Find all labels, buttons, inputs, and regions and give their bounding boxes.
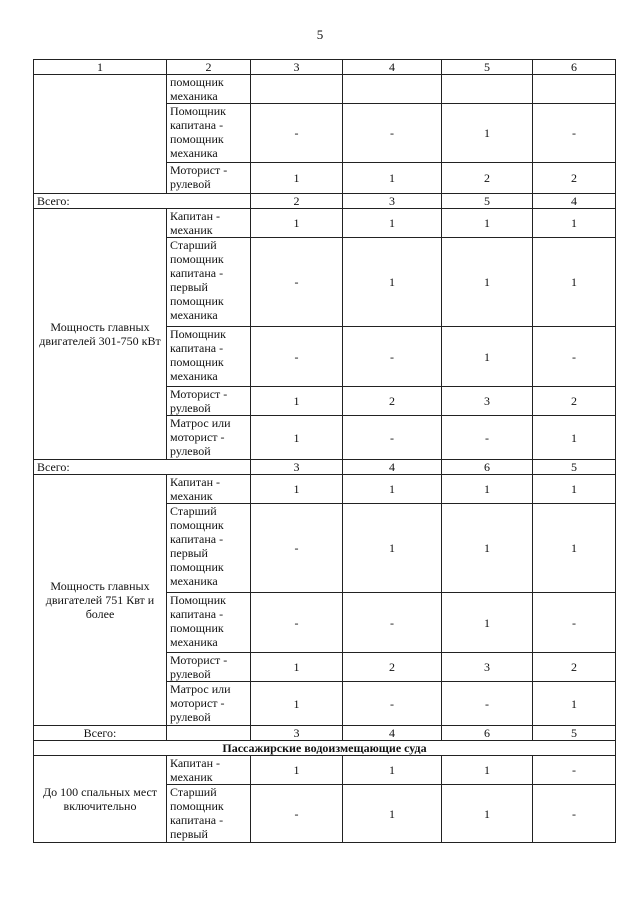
col-header-4: 4 xyxy=(343,60,442,75)
value-cell: 1 xyxy=(251,653,343,682)
value-cell: - xyxy=(442,682,533,726)
value-cell: - xyxy=(251,593,343,653)
value-cell xyxy=(251,75,343,104)
value-cell: 1 xyxy=(533,682,616,726)
table-row xyxy=(34,475,616,504)
value-cell: - xyxy=(251,504,343,593)
position-cell: Помощник капитана - помощник механика xyxy=(167,593,251,653)
value-cell: - xyxy=(533,756,616,785)
section-title: Пассажирские водоизмещающие суда xyxy=(34,741,616,756)
total-value: 4 xyxy=(533,194,616,209)
value-cell: 1 xyxy=(442,593,533,653)
total-value: 4 xyxy=(343,460,442,475)
total-label: Всего: xyxy=(34,194,251,209)
column-number-row xyxy=(34,60,616,75)
total-value: 4 xyxy=(343,726,442,741)
value-cell: 2 xyxy=(533,387,616,416)
value-cell: - xyxy=(533,593,616,653)
total-value: 6 xyxy=(442,726,533,741)
value-cell: 1 xyxy=(251,682,343,726)
position-cell: помощник механика xyxy=(167,75,251,104)
value-cell: 1 xyxy=(343,163,442,194)
position-cell: Моторист - рулевой xyxy=(167,163,251,194)
position-cell: Капитан - механик xyxy=(167,475,251,504)
total-value: 5 xyxy=(442,194,533,209)
section-row xyxy=(34,741,616,756)
position-cell: Помощник капитана - помощник механика xyxy=(167,327,251,387)
value-cell: 1 xyxy=(343,475,442,504)
berth-group: До 100 спальных мест включительно xyxy=(34,756,167,843)
value-cell: 2 xyxy=(343,387,442,416)
total-row xyxy=(34,460,616,475)
col-header-6: 6 xyxy=(533,60,616,75)
total-row xyxy=(34,194,616,209)
value-cell: 2 xyxy=(343,653,442,682)
value-cell: 2 xyxy=(533,163,616,194)
col-header-5: 5 xyxy=(442,60,533,75)
value-cell: - xyxy=(251,785,343,843)
value-cell: 1 xyxy=(251,163,343,194)
value-cell: 1 xyxy=(533,475,616,504)
table-row xyxy=(34,756,616,785)
position-cell: Капитан - механик xyxy=(167,209,251,238)
col-header-3: 3 xyxy=(251,60,343,75)
group-cell-empty xyxy=(34,75,167,194)
value-cell: 1 xyxy=(442,209,533,238)
value-cell: 1 xyxy=(442,327,533,387)
position-cell: Капитан - механик xyxy=(167,756,251,785)
value-cell: - xyxy=(343,416,442,460)
value-cell xyxy=(533,75,616,104)
value-cell: 1 xyxy=(251,475,343,504)
value-cell: 1 xyxy=(442,104,533,163)
position-cell: Матрос или моторист - рулевой xyxy=(167,416,251,460)
value-cell: 2 xyxy=(533,653,616,682)
value-cell xyxy=(343,75,442,104)
value-cell: - xyxy=(442,416,533,460)
value-cell: 1 xyxy=(343,785,442,843)
value-cell: 1 xyxy=(442,504,533,593)
value-cell: 1 xyxy=(442,756,533,785)
table-row xyxy=(34,75,616,104)
value-cell: 2 xyxy=(442,163,533,194)
value-cell: - xyxy=(533,785,616,843)
total-value: 2 xyxy=(251,194,343,209)
col-header-1: 1 xyxy=(34,60,167,75)
value-cell: - xyxy=(251,104,343,163)
value-cell: 1 xyxy=(442,785,533,843)
total-value: 3 xyxy=(251,726,343,741)
total-value: 5 xyxy=(533,460,616,475)
position-cell: Старший помощник капитана - первый xyxy=(167,785,251,843)
value-cell xyxy=(442,75,533,104)
table-row xyxy=(34,209,616,238)
crew-table xyxy=(33,59,616,843)
value-cell: 1 xyxy=(251,387,343,416)
value-cell: - xyxy=(343,327,442,387)
page-number: 5 xyxy=(316,27,324,42)
position-cell: Старший помощник капитана - первый помощник механика xyxy=(167,504,251,593)
value-cell: 1 xyxy=(251,209,343,238)
value-cell: 1 xyxy=(442,238,533,327)
empty-cell xyxy=(167,726,251,741)
total-label: Всего: xyxy=(34,726,167,741)
total-row xyxy=(34,726,616,741)
position-cell: Матрос или моторист - рулевой xyxy=(167,682,251,726)
position-cell: Старший помощник капитана - первый помощник механика xyxy=(167,238,251,327)
position-cell: Моторист - рулевой xyxy=(167,387,251,416)
position-cell: Моторист - рулевой xyxy=(167,653,251,682)
value-cell: - xyxy=(533,327,616,387)
value-cell: 1 xyxy=(533,238,616,327)
value-cell: 3 xyxy=(442,387,533,416)
engine-power-group: Мощность главных двигателей 301-750 кВт xyxy=(34,209,167,460)
value-cell: 1 xyxy=(533,416,616,460)
value-cell: 1 xyxy=(442,475,533,504)
value-cell: - xyxy=(533,104,616,163)
total-value: 3 xyxy=(251,460,343,475)
value-cell: - xyxy=(343,104,442,163)
engine-power-group: Мощность главных двигателей 751 Квт и более xyxy=(34,475,167,726)
position-cell: Помощник капитана - помощник механика xyxy=(167,104,251,163)
value-cell: - xyxy=(251,238,343,327)
value-cell: 1 xyxy=(343,209,442,238)
value-cell: 1 xyxy=(251,416,343,460)
value-cell: - xyxy=(343,593,442,653)
value-cell: 3 xyxy=(442,653,533,682)
total-value: 5 xyxy=(533,726,616,741)
value-cell: 1 xyxy=(343,504,442,593)
value-cell: - xyxy=(343,682,442,726)
total-value: 6 xyxy=(442,460,533,475)
col-header-2: 2 xyxy=(167,60,251,75)
value-cell: 1 xyxy=(533,209,616,238)
value-cell: - xyxy=(251,327,343,387)
total-value: 3 xyxy=(343,194,442,209)
total-label: Всего: xyxy=(34,460,251,475)
value-cell: 1 xyxy=(343,756,442,785)
value-cell: 1 xyxy=(343,238,442,327)
value-cell: 1 xyxy=(251,756,343,785)
value-cell: 1 xyxy=(533,504,616,593)
